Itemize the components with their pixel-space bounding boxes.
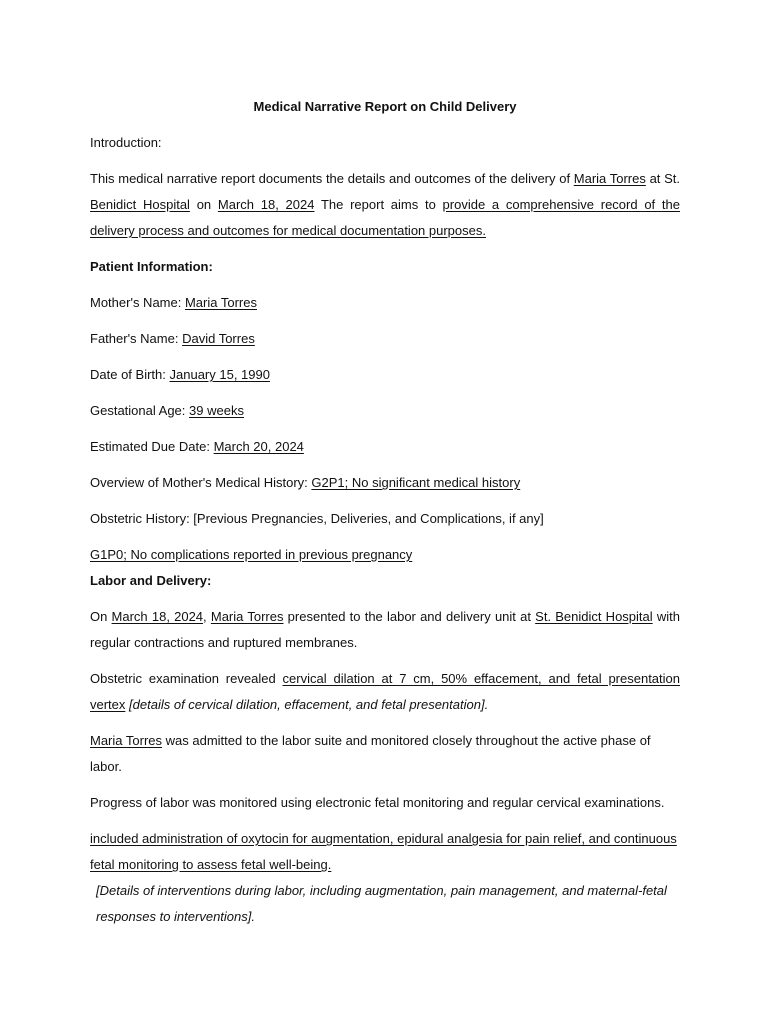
medical-history-row: Overview of Mother's Medical History: G2P1; No significant medical history	[90, 475, 521, 490]
interventions-note: [Details of interventions during labor, including augmentation, pain management, and maternal-fetal responses to interventions].	[96, 883, 667, 924]
father-name: David Torres	[182, 331, 255, 346]
labor-date: March 18, 2024	[111, 609, 204, 624]
mother-name-row: Mother's Name: Maria Torres	[90, 295, 257, 310]
patient-info-heading: Patient Information:	[90, 259, 213, 274]
document-body	[90, 90, 680, 930]
admission-paragraph: Maria Torres was admitted to the labor suite and monitored closely throughout the active phase of labor.	[90, 733, 651, 774]
gestational-age-row: Gestational Age: 39 weeks	[90, 403, 244, 418]
interventions: included administration of oxytocin for augmentation, epidural analgesia for pain relief, and continuous fetal monitoring to assess fetal well-being.	[90, 831, 677, 872]
mother-name: Maria Torres	[184, 295, 257, 310]
progress-paragraph: Progress of labor was monitored using electronic fetal monitoring and regular cervical examinations.	[90, 795, 665, 810]
intro-heading: Introduction:	[90, 135, 162, 150]
document-title: Medical Narrative Report on Child Delivery	[253, 99, 517, 114]
delivery-date: March 18, 2024	[217, 197, 315, 212]
date-of-birth: January 15, 1990	[169, 367, 270, 382]
obstetric-history-value: G1P0; No complications reported in previous pregnancy	[90, 547, 413, 562]
patient-name-link: Maria Torres	[573, 171, 646, 186]
estimated-due-date: March 20, 2024	[213, 439, 304, 454]
exam-findings: cervical dilation at 7 cm, 50% effacement, and fetal presentation vertex	[90, 671, 680, 712]
labor-heading: Labor and Delivery:	[90, 573, 212, 588]
obstetric-history-label: Obstetric History: [Previous Pregnancies, Deliveries, and Complications, if any]	[90, 511, 544, 526]
report-aim: provide a comprehensive record of the delivery process and outcomes for medical documentation purposes.	[90, 197, 680, 238]
labor-hospital: St. Benidict Hospital	[535, 609, 653, 624]
father-name-row: Father's Name: David Torres	[90, 331, 255, 346]
intro-paragraph: This medical narrative report documents the details and outcomes of the delivery of Maria Torres at St. Benidict Hospital on March 18, 2024 The report aims to provide a comprehensive record of the delivery process and outcomes for medical documentation purposes.	[90, 171, 680, 238]
labor-paragraph: On March 18, 2024, Maria Torres presented to the labor and delivery unit at St. Benidict Hospital with regular contractions and ruptured membranes.	[90, 609, 680, 650]
admitted-patient-name: Maria Torres	[90, 733, 163, 748]
dob-row: Date of Birth: January 15, 1990	[90, 367, 270, 382]
interventions-paragraph	[90, 826, 680, 878]
hospital-name: Benidict Hospital	[90, 197, 190, 212]
gestational-age: 39 weeks	[189, 403, 244, 418]
exam-note: [details of cervical dilation, effacement, and fetal presentation].	[129, 697, 489, 712]
medical-history: G2P1; No significant medical history	[311, 475, 521, 490]
due-date-row: Estimated Due Date: March 20, 2024	[90, 439, 304, 454]
exam-paragraph: Obstetric examination revealed cervical dilation at 7 cm, 50% effacement, and fetal presentation vertex [details of cervical dilation, effacement, and fetal presentation].	[90, 671, 680, 712]
labor-patient-name: Maria Torres	[210, 609, 284, 624]
